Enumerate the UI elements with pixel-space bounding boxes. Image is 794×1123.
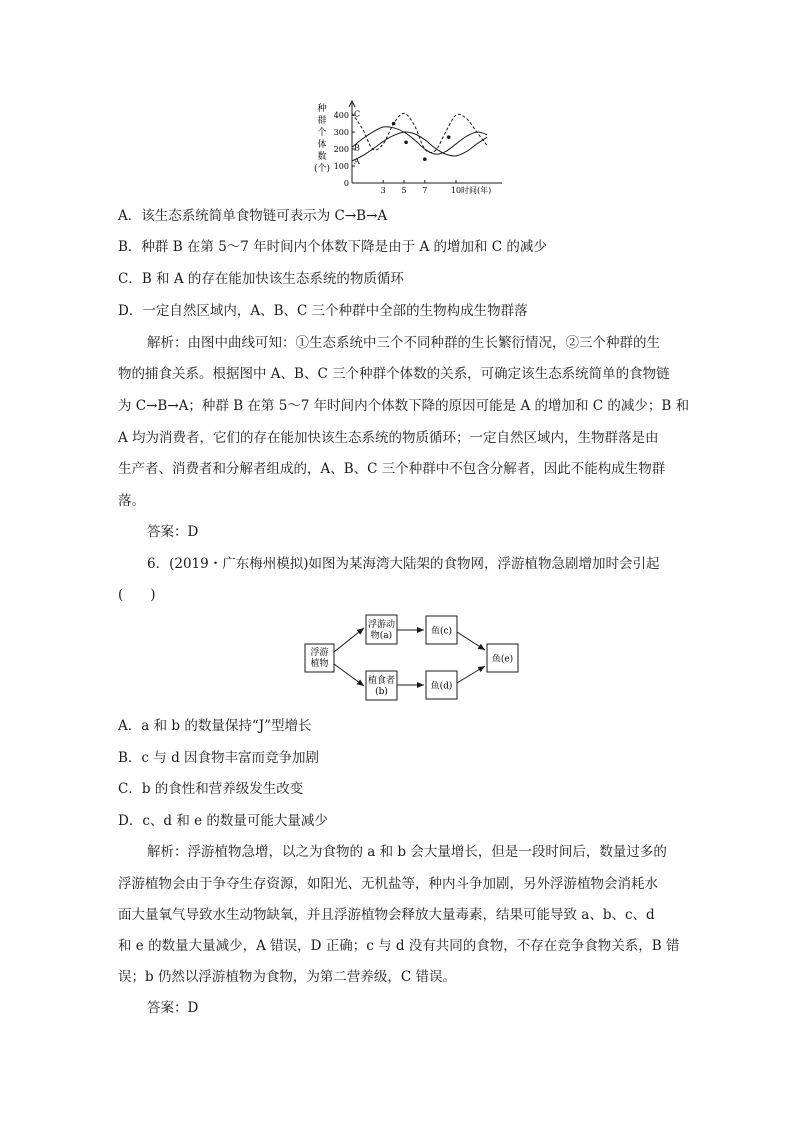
q5-option-d: D．一定自然区域内，A、B、C 三个种群中全部的生物构成生物群落 [118,303,528,319]
x-tick-label: 5 [401,186,407,195]
q5-option-a: A．该生态系统简单食物链可表示为 C→B→A [118,208,388,224]
x-axis-label: 时间(年) [461,186,492,195]
y-tick-label: 0 [343,179,349,188]
node-label: 鱼(d) [430,681,453,692]
q6-stem-blank: ( ) [118,587,156,603]
population-chart [312,100,512,200]
node-label: (b) [375,687,388,697]
q5-option-b: B．种群 B 在第 5～7 年时间内个体数下降是由于 A 的增加和 C 的减少 [118,239,547,255]
series-A-label: A [354,156,360,166]
q5-answer: 答案：D [147,524,199,540]
chart-point [392,122,396,126]
q6-analysis-line: 面大量氧气导致水生动物缺氧，并且浮游植物会释放大量毒素，结果可能导致 a、b、c、d [118,907,655,923]
food-web-diagram [300,610,525,708]
node-label: 植食者 [367,676,396,686]
x-tick-label: 3 [380,186,386,195]
q6-analysis-line: 解析：浮游植物急增，以之为食物的 a 和 b 会大量增长，但是一段时间后，数量过多的 [147,844,667,860]
chart-series [352,109,487,166]
y-tick-label: 200 [333,145,349,155]
node-label: 浮游 [310,648,329,658]
q5-analysis-line: 物的捕食关系。根据图中 A、B、C 三个种群个体数的关系，可确定该生态系统简单的食物链 [118,366,670,382]
y-axis-label-char: (个) [313,164,331,174]
y-axis-label-char: 种 [317,104,327,114]
y-axis-label-char: 个 [317,128,327,138]
q5-analysis-line: 落。 [118,493,145,509]
q6-option-a: A．a 和 b 的数量保持“J”型增长 [118,718,312,734]
chart-point [404,140,408,144]
arrow [334,628,364,652]
q5-analysis-line: A 均为消费者，它们的存在能加快该生态系统的物质循环；一定自然区域内，生物群落是由 [118,430,659,446]
q6-analysis-line: 和 e 的数量大量减少，A 错误，D 正确；c 与 d 没有共同的食物，不存在竞争食物关系，B 错 [118,938,680,954]
q6-option-d: D．c、d 和 e 的数量可能大量减少 [118,813,328,829]
arrow [457,666,485,683]
q6-analysis-line: 浮游植物会由于争夺生存资源，如阳光、无机盐等，种内斗争加剧，另外浮游植物会消耗水 [118,876,658,892]
y-axis-label [314,102,330,174]
series-B-label: B [354,143,360,153]
q6-option-b: B．c 与 d 因食物丰富而竞争加剧 [118,750,319,766]
arrow [457,632,485,650]
node-label: 浮游动 [367,620,396,630]
node-label: 鱼(e) [491,654,514,665]
y-axis-label-char: 数 [317,152,327,162]
chart-ticks [334,111,492,195]
q6-analysis-line: 误；b 仍然以浮游植物为食物，为第二营养级，C 错误。 [118,969,457,985]
q5-option-c: C．B 和 A 的存在能加快该生态系统的物质循环 [118,271,404,287]
series-C-line [352,113,487,152]
node-label: 物(a) [370,631,393,641]
y-axis-label-char: 群 [317,116,327,126]
q5-analysis-line: 为 C→B→A；种群 B 在第 5～7 年时间内个体数下降的原因可能是 A 的增加和 C 的减少；B 和 [118,398,690,414]
q6-option-c: C．b 的食性和营养级发生改变 [118,781,304,797]
y-tick-label: 400 [333,111,349,121]
node-label: 植物 [310,659,329,669]
arrow [334,664,364,686]
y-tick-label: 100 [333,162,349,172]
chart-point [447,135,451,139]
node-label: 鱼(c) [430,626,453,637]
x-tick-label: 10 [450,186,462,195]
y-axis-label-char: 体 [317,140,327,150]
series-B-line [352,127,487,155]
x-tick-label: 7 [422,186,428,195]
q6-answer: 答案：D [147,1000,199,1016]
series-C-label: C [354,109,361,119]
q5-analysis-line: 生产者、消费者和分解者组成的，A、B、C 三个种群中不包含分解者，因此不能构成生物群 [118,461,666,477]
q5-analysis-line: 解析：由图中曲线可知：①生态系统中三个不同种群的生长繁衍情况，②三个种群的生 [147,335,660,351]
q6-stem-line: 6．(2019・广东梅州模拟)如图为某海湾大陆架的食物网，浮游植物急剧增加时会引起 [147,556,660,572]
y-tick-label: 300 [333,128,349,138]
chart-point [423,157,427,161]
